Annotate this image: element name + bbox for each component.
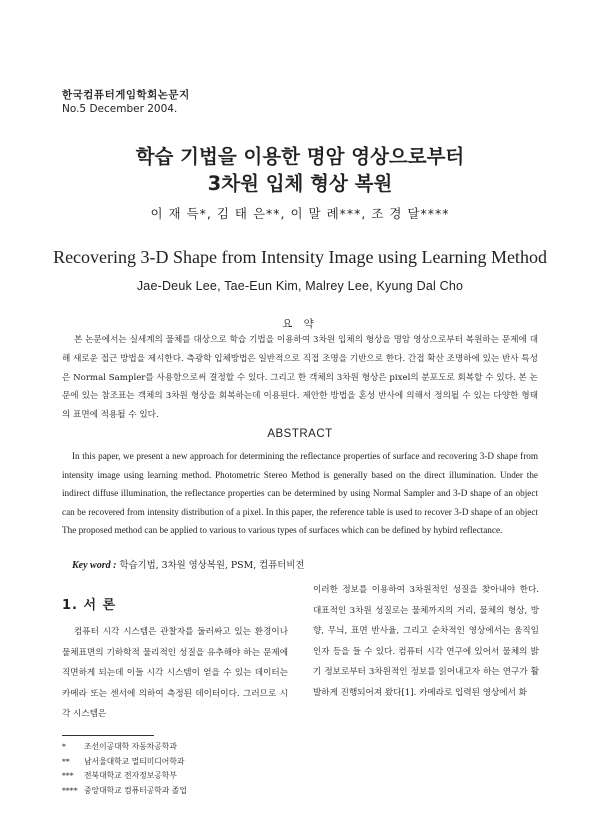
footnote-divider — [62, 735, 154, 736]
korean-title — [0, 143, 600, 197]
english-abstract-heading: ABSTRACT — [267, 428, 333, 440]
affiliation-text: 조선이공대학 자동차공학과 — [84, 742, 177, 751]
body-left-column: 컴퓨터 시각 시스템은 관찰자를 둘러싸고 있는 환경이나 물체표면의 기하학적 물리적인 성질을 유추해야 하는 문제에 직면하게 되는데 이들 시각 시스템이 얻을 수 있는 데이터는 카메라 또는 센서에 의하여 측정된 데이터이다. 그러므로 시각 시스템은 — [62, 627, 288, 719]
korean-authors: 이 재 득*, 김 태 은**, 이 말 례***, 조 경 달**** — [150, 206, 450, 221]
journal-issue: No.5 December 2004. — [62, 103, 178, 115]
english-authors: Jae-Deuk Lee, Tae-Eun Kim, Malrey Lee, Kyung Dal Cho — [136, 279, 464, 293]
affiliation-note — [62, 769, 187, 784]
affiliation-text: 남서울대학교 멀티미디어학과 — [84, 756, 185, 766]
english-abstract-text: In this paper, we present a new approach for determining the reflectance properties of surface and recovering 3-D shape from intensity image using learning method. Photometric Stereo Method is generally based on the direct illumination. Under the indirect diffuse illumination, the reflectance properties can be determined by using Normal Sampler and 3-D shape of an object can be recovered from intensity distribution of a pixel. In this paper, the reference table is used to recover 3-D shape of an object The proposed method can be applied to various to various types of surfaces which can be defined by hybird reflectance. — [62, 451, 538, 536]
affiliation-mark: ** — [62, 756, 70, 766]
affiliation-text: 전북대학교 전자정보공학부 — [84, 771, 177, 780]
affiliation-mark: **** — [62, 785, 78, 795]
journal-header — [62, 88, 190, 116]
affiliation-note — [62, 755, 187, 770]
korean-abstract-text: 본 논문에서는 실세계의 물체를 대상으로 학습 기법을 이용하여 3차원 입체의 형상을 명암 영상으로부터 복원하는 문제에 대해 새로운 접근 방법을 제시한다. 측광학 입체방법은 일반적으로 직접 조명을 기반으로 한다. 간접 확산 조명하에 있는 반사 특성은 Normal Sampler를 사용함으로써 결정할 수 있다. 그리고 한 객체의 3차원 형상은 pixel의 분포도로 회복할 수 있다. 본 논문에 있는 참조표는 객체의 3차원 형상을 회복하는데 이용된다. 제안한 방법을 혼성 반사에 의해서 정의될 수 있는 다양한 형태의 표면에 적용될 수 있다. — [62, 335, 538, 421]
affiliation-note — [62, 784, 187, 799]
journal-name: 한국컴퓨터게임학회논문지 — [62, 89, 190, 101]
affiliation-mark: * — [62, 742, 66, 751]
affiliation-notes — [62, 740, 187, 798]
section-heading: 1. 서 론 — [62, 598, 117, 613]
keywords-label: Key word : — [72, 560, 117, 571]
affiliation-text: 중앙대학교 컴퓨터공학과 졸업 — [84, 785, 187, 795]
english-title: Recovering 3-D Shape from Intensity Image using Learning Method — [53, 247, 547, 267]
korean-title-line2: 3차원 입체 형상 복원 — [207, 172, 393, 195]
body-right-column: 이러한 정보를 이용하여 3차원적인 성질을 찾아내야 한다. 대표적인 3차원 성질로는 물체까지의 거리, 물체의 형상, 방향, 무늬, 표면 반사율, 그리고 순차적인 영상에서는 움직임 인자 등을 들 수 있다. 컴퓨터 시각 연구에 있어서 물체의 밝기 정보로부터 3차원적인 정보를 읽어내고자 하는 연구가 활발하게 진행되어져 왔다[1]. 카메라로 입력된 영상에서 화 — [313, 585, 539, 698]
korean-title-line1: 학습 기법을 이용한 명암 영상으로부터 — [135, 145, 465, 168]
affiliation-note — [62, 740, 187, 755]
korean-abstract-heading: 요 약 — [282, 318, 318, 330]
keywords-text: 학습기법, 3차원 영상복원, PSM, 컴퓨터비전 — [119, 560, 305, 571]
affiliation-mark: *** — [62, 771, 74, 780]
keywords — [72, 557, 304, 571]
